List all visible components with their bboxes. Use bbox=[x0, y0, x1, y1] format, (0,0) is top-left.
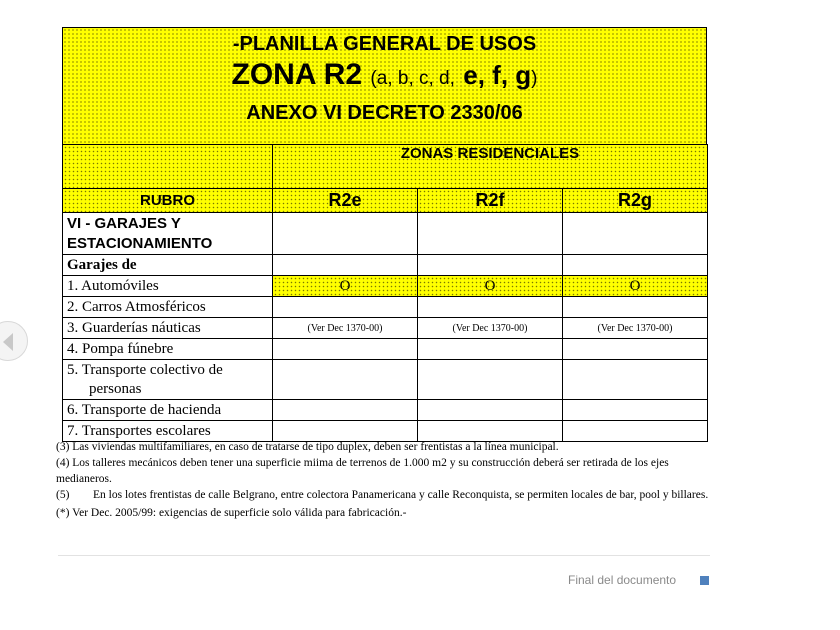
column-r2g: R2g bbox=[563, 189, 708, 213]
row-label-line2: personas bbox=[89, 380, 142, 397]
value-cell: O bbox=[273, 276, 418, 297]
table-cell bbox=[418, 213, 563, 255]
usos-table bbox=[62, 144, 708, 442]
table-cell bbox=[418, 255, 563, 276]
rubro-header: RUBRO bbox=[63, 189, 273, 213]
table-cell bbox=[273, 213, 418, 255]
value-cell bbox=[418, 360, 563, 400]
footnote-5-number: (5) bbox=[56, 489, 70, 501]
row-label: 6. Transporte de hacienda bbox=[63, 400, 273, 421]
document-header bbox=[62, 27, 707, 145]
table-row bbox=[63, 400, 708, 421]
blank-header-cell bbox=[63, 145, 273, 189]
row-label: 2. Carros Atmosféricos bbox=[63, 297, 273, 318]
row-label-line1: 5. Transporte colectivo de bbox=[67, 361, 223, 378]
value-cell bbox=[563, 360, 708, 400]
table-cell bbox=[563, 255, 708, 276]
chevron-left-icon bbox=[3, 333, 13, 351]
value-cell: (Ver Dec 1370-00) bbox=[563, 318, 708, 339]
footnote-4: (4) Los talleres mecánicos deben tener una superficie miima de terrenos de 1.000 m2 y su construcción deberá ser retirada de los ejes medianeros. bbox=[56, 457, 669, 485]
table-cell bbox=[273, 255, 418, 276]
value-cell bbox=[273, 360, 418, 400]
value-cell bbox=[273, 400, 418, 421]
zona-sub-big: e, f, g bbox=[463, 60, 532, 90]
column-r2e: R2e bbox=[273, 189, 418, 213]
footnote-5 bbox=[56, 487, 716, 503]
anexo-title: ANEXO VI DECRETO 2330/06 bbox=[246, 102, 523, 124]
group-label: Garajes de bbox=[63, 255, 273, 276]
row-label: 1. Automóviles bbox=[63, 276, 273, 297]
footnote-3: (3) Las viviendas multifamiliares, en caso de tratarse de tipo duplex, deben ser frentistas a la línea municipal. bbox=[56, 441, 559, 453]
value-cell bbox=[418, 339, 563, 360]
table-row bbox=[63, 339, 708, 360]
value-cell bbox=[273, 339, 418, 360]
zona-sub-close: ) bbox=[531, 68, 538, 89]
divider bbox=[58, 555, 710, 556]
value-cell bbox=[563, 339, 708, 360]
value-cell bbox=[418, 400, 563, 421]
row-label: 7. Transportes escolares bbox=[63, 421, 273, 442]
header-title: -PLANILLA GENERAL DE USOS bbox=[232, 33, 537, 55]
table-row bbox=[63, 276, 708, 297]
value-cell: O bbox=[418, 276, 563, 297]
previous-page-button[interactable] bbox=[0, 321, 28, 361]
value-cell bbox=[418, 297, 563, 318]
row-label: 3. Guarderías náuticas bbox=[63, 318, 273, 339]
end-of-document-label: Final del documento bbox=[568, 573, 677, 587]
table-row bbox=[63, 297, 708, 318]
value-cell: O bbox=[563, 276, 708, 297]
table-row bbox=[63, 360, 708, 400]
section-title: VI - GARAJES Y ESTACIONAMIENTO bbox=[63, 213, 273, 255]
value-cell: (Ver Dec 1370-00) bbox=[418, 318, 563, 339]
footnote-star: (*) Ver Dec. 2005/99: exigencias de superficie solo válida para fabricación.- bbox=[56, 507, 407, 519]
table-row bbox=[63, 318, 708, 339]
value-cell: (Ver Dec 1370-00) bbox=[273, 318, 418, 339]
zonas-residenciales-header: ZONAS RESIDENCIALES bbox=[273, 145, 708, 189]
square-icon bbox=[700, 576, 709, 585]
zona-name: ZONA R2 bbox=[231, 58, 363, 91]
footnote-5-text: En los lotes frentistas de calle Belgrano, entre colectora Panamericana y calle Reconquista, se permiten locales de bar, pool y billares. bbox=[93, 489, 709, 501]
table-cell bbox=[563, 213, 708, 255]
value-cell bbox=[563, 297, 708, 318]
value-cell bbox=[563, 400, 708, 421]
row-label: 4. Pompa fúnebre bbox=[63, 339, 273, 360]
zona-title bbox=[63, 58, 706, 92]
footnotes bbox=[56, 439, 716, 521]
value-cell bbox=[273, 297, 418, 318]
zona-sub-open: (a, b, c, d, bbox=[370, 68, 455, 89]
column-r2f: R2f bbox=[418, 189, 563, 213]
row-label bbox=[63, 360, 273, 400]
